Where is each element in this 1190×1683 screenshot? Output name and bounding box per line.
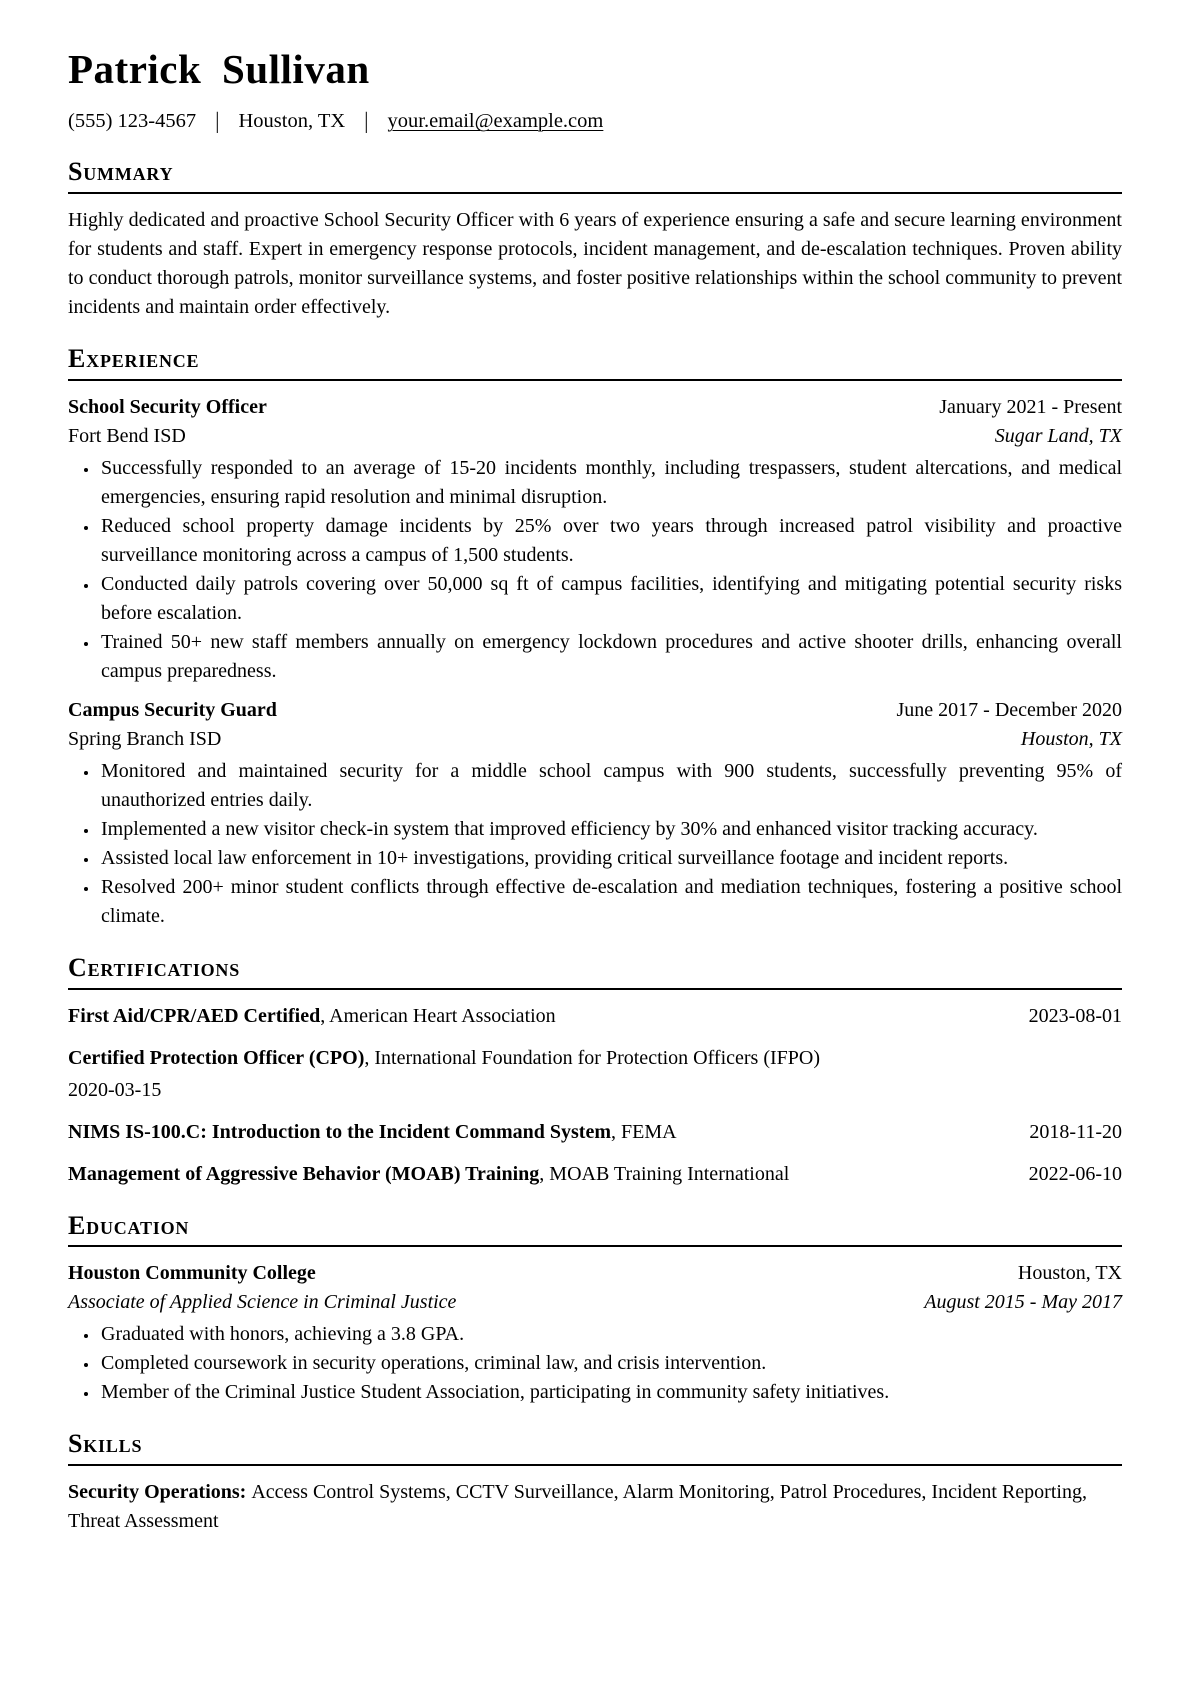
certification-row [68,1002,1122,1031]
job-bullet: • Assisted local law enforcement in 10+ investigations, providing critical surveillance footage and incident reports. [99,844,1122,873]
job-bullet: • Resolved 200+ minor student conflicts through effective de-escalation and mediation techniques, fostering a positive school climate. [99,873,1122,931]
section-experience [68,344,1122,931]
job-entry [68,696,1122,931]
school-location: Houston, TX [1017,1262,1122,1285]
phone-number: (555) 123-4567 [68,110,197,133]
certification-row [68,1044,1122,1105]
job-subheader-row [68,725,1122,754]
certifications-heading: Certifications [68,953,1122,990]
certification-date: 2023-08-01 [1028,1004,1122,1027]
email-link[interactable]: your.email@example.com [387,110,604,133]
certification-issuer: , International Foundation for Protection Officers (IFPO) [364,1046,821,1069]
job-bullet: • Trained 50+ new staff members annually on emergency lockdown procedures and active shooter drills, enhancing overall campus preparedness. [99,628,1122,686]
education-bullet: • Graduated with honors, achieving a 3.8 GPA. [99,1320,1122,1349]
job-dates: June 2017 - December 2020 [896,698,1122,721]
certification-date: 2022-06-10 [1028,1162,1122,1185]
job-dates: January 2021 - Present [939,395,1122,418]
certification-row [68,1118,1122,1147]
job-title: Campus Security Guard [68,698,277,721]
skills-heading: Skills [68,1429,1122,1466]
certification-date: 2018-11-20 [1029,1120,1122,1143]
section-education [68,1211,1122,1408]
location-text: Houston, TX [238,110,346,133]
job-location: Sugar Land, TX [994,424,1122,447]
summary-text: Highly dedicated and proactive School Security Officer with 6 years of experience ensuring a safe and secure learning environment for students and staff. Expert in emergency response protocols, incident management, and de-escalation techniques. Proven ability to conduct thorough patrols, monitor surveillance systems, and foster positive relationships within the school community to prevent incidents and maintain order effectively. [68,208,1122,318]
education-heading: Education [68,1211,1122,1248]
certification-date: 2020-03-15 [68,1078,162,1101]
skills-line [68,1478,1122,1536]
job-bullet-list [68,454,1122,686]
certification-row [68,1160,1122,1189]
certification-text [68,1160,789,1189]
resume-header [68,46,1122,137]
education-subheader-row [68,1288,1122,1317]
education-header-row [68,1259,1122,1288]
job-bullet: • Reduced school property damage incidents by 25% over two years through increased patrol visibility and proactive surveillance monitoring across a campus of 1,500 students. [99,512,1122,570]
certification-name: Management of Aggressive Behavior (MOAB) Training [68,1162,540,1185]
contact-separator: | [215,108,220,134]
certification-issuer: , American Heart Association [320,1004,556,1027]
section-certifications [68,953,1122,1189]
experience-heading: Experience [68,344,1122,381]
job-bullet: • Conducted daily patrols covering over 50,000 sq ft of campus facilities, identifying and mitigating potential security risks before escalation. [99,570,1122,628]
section-skills [68,1429,1122,1536]
certification-issuer: , MOAB Training International [539,1162,790,1185]
job-location: Houston, TX [1020,727,1122,750]
job-bullet: • Implemented a new visitor check-in system that improved efficiency by 30% and enhanced visitor tracking accuracy. [99,815,1122,844]
certification-name: First Aid/CPR/AED Certified [68,1004,321,1027]
job-header-row [68,696,1122,725]
certification-issuer: , FEMA [611,1120,677,1143]
person-name: Patrick Sullivan [68,46,370,92]
skills-category: Security Operations: [68,1481,247,1504]
skills-list: Access Control Systems, CCTV Surveillance, Alarm Monitoring, Patrol Procedures, Incident Reporting, Threat Assessment [68,1481,1087,1533]
job-company: Fort Bend ISD [68,424,186,447]
contact-separator: | [364,108,369,134]
education-bullet: • Completed coursework in security operations, criminal law, and crisis intervention. [99,1349,1122,1378]
job-bullet: • Monitored and maintained security for a middle school campus with 900 students, successfully preventing 95% of unauthorized entries daily. [99,757,1122,815]
job-bullet: • Successfully responded to an average of 15-20 incidents monthly, including trespassers, student altercations, and medical emergencies, ensuring rapid resolution and minimal disruption. [99,454,1122,512]
certification-text [68,1002,556,1031]
education-entry [68,1259,1122,1407]
job-title: School Security Officer [68,395,267,418]
education-bullet-list [68,1320,1122,1407]
education-dates: August 2015 - May 2017 [924,1291,1122,1314]
certification-name: NIMS IS-100.C: Introduction to the Incident Command System [68,1120,611,1143]
certification-text [68,1047,820,1069]
job-company: Spring Branch ISD [68,727,222,750]
job-header-row [68,393,1122,422]
contact-row [68,107,1122,137]
job-entry [68,393,1122,686]
certification-text [68,1118,677,1147]
section-summary [68,157,1122,322]
school-name: Houston Community College [68,1262,316,1285]
degree-name: Associate of Applied Science in Criminal Justice [68,1291,457,1314]
certification-name: Certified Protection Officer (CPO) [68,1046,365,1069]
job-subheader-row [68,422,1122,451]
education-bullet: • Member of the Criminal Justice Student Association, participating in community safety initiatives. [99,1378,1122,1407]
summary-heading: Summary [68,157,1122,194]
job-bullet-list [68,757,1122,931]
